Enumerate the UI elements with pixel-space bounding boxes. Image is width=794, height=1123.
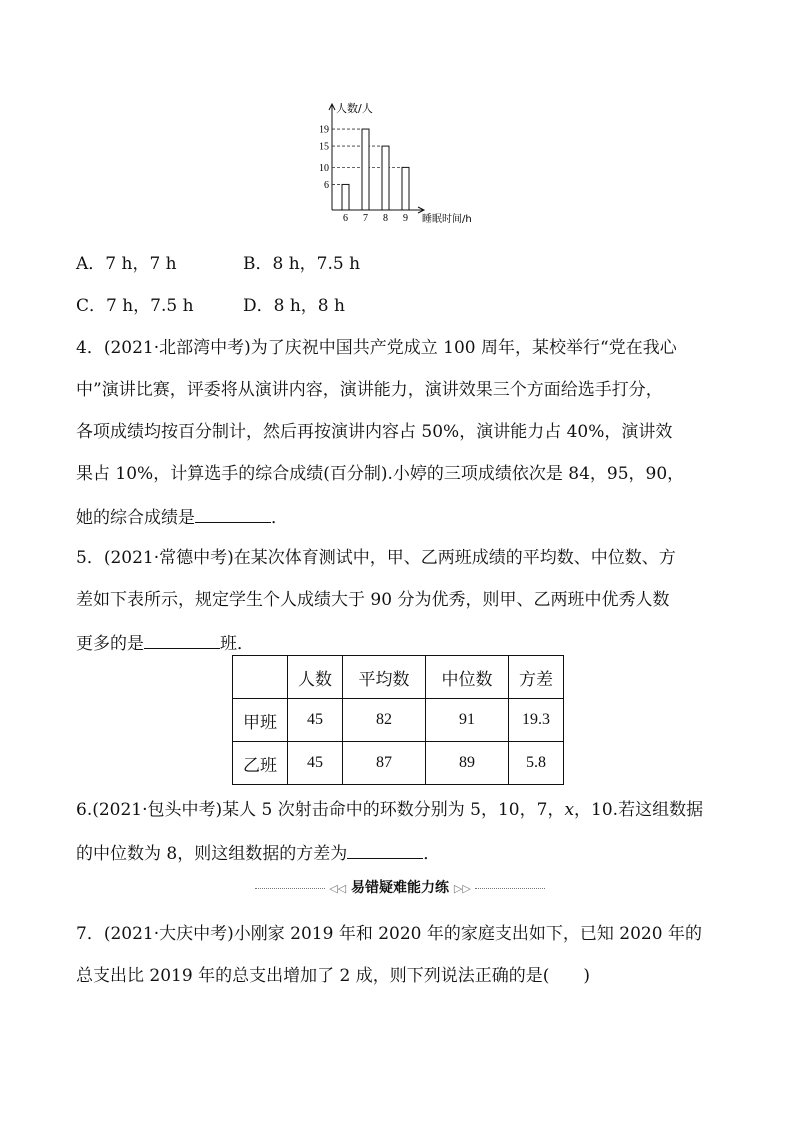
- q5-prefix: 更多的是: [76, 634, 144, 654]
- table-header-cell: 人数: [288, 656, 343, 699]
- q6-suffix: ，10.若这组数据: [574, 800, 704, 820]
- q6-variable: x: [564, 800, 575, 820]
- bar: [342, 184, 349, 210]
- right-triangle-icon: ▷▷: [453, 882, 471, 895]
- q7-line-2: 总支出比 2019 年的总支出增加了 2 成，则下列说法正确的是( ): [76, 966, 590, 986]
- q4-line-5: [76, 504, 288, 530]
- y-tick-label: 10: [319, 162, 329, 174]
- q4-suffix: ．: [271, 508, 288, 528]
- table-cell: 乙班: [233, 742, 288, 785]
- chart-bars: [342, 129, 409, 210]
- x-tick-label: 8: [383, 213, 388, 224]
- q6-line-2: [76, 840, 440, 866]
- table-cell: 19.3: [509, 699, 564, 742]
- y-axis-label: 人数/人: [336, 102, 373, 115]
- table-header-cell: 中位数: [426, 656, 509, 699]
- table-cell: 89: [426, 742, 509, 785]
- table-cell: 45: [288, 742, 343, 785]
- sleep-time-bar-chart: [300, 96, 490, 231]
- q4-line-3: 各项成绩均按百分制计，然后再按演讲内容占 50%，演讲能力占 40%，演讲效: [76, 422, 673, 442]
- q4-answer-blank[interactable]: [195, 504, 271, 523]
- table-header-cell: [233, 656, 288, 699]
- table-cell: 91: [426, 699, 509, 742]
- bar: [362, 129, 369, 210]
- x-axis-label: 睡眠时间/h: [422, 214, 472, 225]
- table-cell: 87: [343, 742, 426, 785]
- q6-line-2-prefix: 的中位数为 8，则这组数据的方差为: [76, 844, 348, 864]
- table-header-cell: 方差: [509, 656, 564, 699]
- q5-line-1: 5．(2021·常德中考)在某次体育测试中，甲、乙两班成绩的平均数、中位数、方: [76, 548, 676, 568]
- bar: [402, 167, 409, 210]
- y-tick-label: 15: [319, 141, 329, 153]
- table-cell: 5.8: [509, 742, 564, 785]
- table-cell: 甲班: [233, 699, 288, 742]
- left-triangle-icon: ◁◁: [329, 882, 347, 895]
- q6-line-1: [76, 798, 703, 822]
- q4-line-2: 中”演讲比赛，评委将从演讲内容，演讲能力，演讲效果三个方面给选手打分，: [76, 380, 663, 400]
- class-scores-table: [232, 655, 564, 785]
- x-tick-label: 6: [343, 213, 348, 224]
- option-a[interactable]: A．7 h，7 h: [76, 254, 177, 274]
- table-header-row: [233, 656, 564, 699]
- table-row: [233, 742, 564, 785]
- q7-line-1: 7．(2021·大庆中考)小刚家 2019 年和 2020 年的家庭支出如下，已知 2020 年的: [76, 924, 702, 944]
- divider-rule-right: [475, 888, 545, 889]
- q4-line-4: 果占 10%，计算选手的综合成绩(百分制).小婷的三项成绩依次是 84，95，90，: [76, 464, 685, 484]
- y-tick-label: 19: [319, 124, 329, 136]
- q4-prefix: 她的综合成绩是: [76, 508, 195, 528]
- bar: [382, 146, 389, 210]
- section-title: 易错疑难能力练: [351, 880, 449, 896]
- y-tick-label: 6: [324, 179, 329, 191]
- option-c[interactable]: C．7 h，7.5 h: [76, 296, 194, 316]
- table-cell: 82: [343, 699, 426, 742]
- divider-rule-left: [255, 888, 325, 889]
- q6-line-2-suffix: ．: [423, 844, 441, 864]
- q6-prefix: 6.(2021·包头中考)某人 5 次射击命中的环数分别为 5，10，7，: [76, 800, 565, 820]
- table-row: [233, 699, 564, 742]
- q5-suffix: 班．: [220, 634, 254, 654]
- q4-line-1: 4．(2021·北部湾中考)为了庆祝中国共产党成立 100 周年，某校举行“党在我心: [76, 338, 677, 358]
- x-tick-label: 7: [363, 213, 368, 224]
- q5-answer-blank[interactable]: [144, 630, 220, 649]
- option-d[interactable]: D．8 h，8 h: [243, 296, 345, 316]
- table-cell: 45: [288, 699, 343, 742]
- section-divider: [255, 878, 545, 898]
- q5-line-2: 差如下表所示，规定学生个人成绩大于 90 分为优秀，则甲、乙两班中优秀人数: [76, 590, 670, 610]
- x-tick-label: 9: [403, 213, 408, 224]
- q6-answer-blank[interactable]: [347, 840, 423, 859]
- table-header-cell: 平均数: [343, 656, 426, 699]
- q5-line-3: [76, 630, 254, 656]
- option-b[interactable]: B．8 h，7.5 h: [243, 254, 361, 274]
